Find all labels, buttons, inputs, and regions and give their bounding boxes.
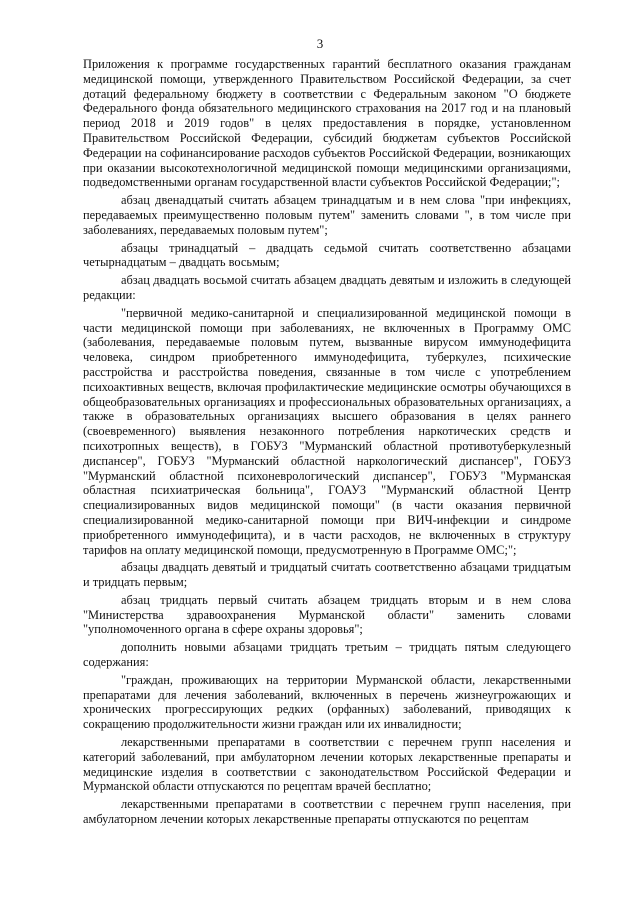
paragraph-9: "граждан, проживающих на территории Мурманской области, лекарственными препаратами для лечения заболеваний, включенных в перечень жизнеугрожающих и хронических прогрессирующих редких (орфанных) заболеваний, приводящих к сокращению продолжительности жизни граждан или их инвалидности; — [83, 672, 571, 732]
document-body — [83, 57, 571, 830]
page-number: 3 — [316, 36, 324, 51]
paragraph-3: абзацы тринадцатый – двадцать седьмой считать соответственно абзацами четырнадцатым – двадцать восьмым; — [83, 240, 571, 270]
paragraph-8: дополнить новыми абзацами тридцать третьим – тридцать пятым следующего содержания: — [83, 640, 571, 670]
paragraph-10: лекарственными препаратами в соответствии с перечнем групп населения и категорий заболеваний, при амбулаторном лечении которых лекарственные препараты и медицинские изделия в соответствии с законодательством Российской Федерации и Мурманской области отпускаются по рецептам врачей бесплатно; — [83, 735, 571, 794]
paragraph-2: абзац двенадцатый считать абзацем тринадцатым и в нем слова "при инфекциях, передаваемых преимущественно половым путем" заменить словами ", в том числе при заболеваниях, передаваемых половым путем"; — [83, 193, 571, 237]
paragraph-1: Приложения к программе государственных гарантий бесплатного оказания гражданам медицинской помощи, утвержденного Правительством Российской Федерации, за счет дотаций федеральному бюджету в соответствии с Федеральным законом "О бюджете Федерального фонда обязательного медицинского страхования на 2017 год и на плановый период 2018 и 2019 годов" в целях предоставления в порядке, установленном Правительством Российской Федерации, субсидий бюджетам субъектов Российской Федерации на софинансирование расходов субъектов Российской Федерации, возникающих при оказании высокотехнологичной медицинской помощи медицинскими организациями, подведомственными органам государственной власти субъектов Российской Федерации;"; — [83, 57, 571, 190]
paragraph-7: абзац тридцать первый считать абзацем тридцать вторым и в нем слова "Министерства здравоохранения Мурманской области" заменить словами "уполномоченного органа в сфере охраны здоровья"; — [83, 592, 571, 637]
paragraph-11: лекарственными препаратами в соответствии с перечнем групп населения, при амбулаторном лечении которых лекарственные препараты отпускаются по рецептам — [83, 797, 571, 827]
paragraph-4: абзац двадцать восьмой считать абзацем двадцать девятым и изложить в следующей редакции: — [83, 273, 571, 302]
paragraph-5: "первичной медико-санитарной и специализированной медицинской помощи в части медицинской помощи при заболеваниях, не включенных в Программу ОМС (заболевания, передаваемые половым путем, вызванные вирусом иммунодефицита человека, синдром приобретенного иммунодефицита, туберкулез, психические расстройства и расстройства поведения, связанные в том числе с употреблением психоактивных веществ, включая профилактические медицинские осмотры обучающихся в общеобразовательных организациях и профессиональных образовательных организациях, а также в образовательных организациях высшего образования в целях раннего (своевременного) выявления незаконного потребления наркотических средств и психотропных веществ), в ГОБУЗ "Мурманский областной противотуберкулезный диспансер", ГОБУЗ "Мурманский областной наркологический диспансер", ГОБУЗ "Мурманский областной психоневрологический диспансер", ГОБУЗ "Мурманская областная психиатрическая больница", ГОАУЗ "Мурманский областной Центр специализированных видов медицинской помощи" (в части оказания первичной специализированной медико-санитарной помощи при ВИЧ-инфекции и синдроме приобретенного иммунодефицита), и в части расходов, не включенных в структуру тарифов на оплату медицинской помощи, предусмотренную в Программе ОМС;"; — [83, 305, 571, 557]
paragraph-6: абзацы двадцать девятый и тридцатый считать соответственно абзацами тридцатым и тридцать первым; — [83, 560, 571, 590]
